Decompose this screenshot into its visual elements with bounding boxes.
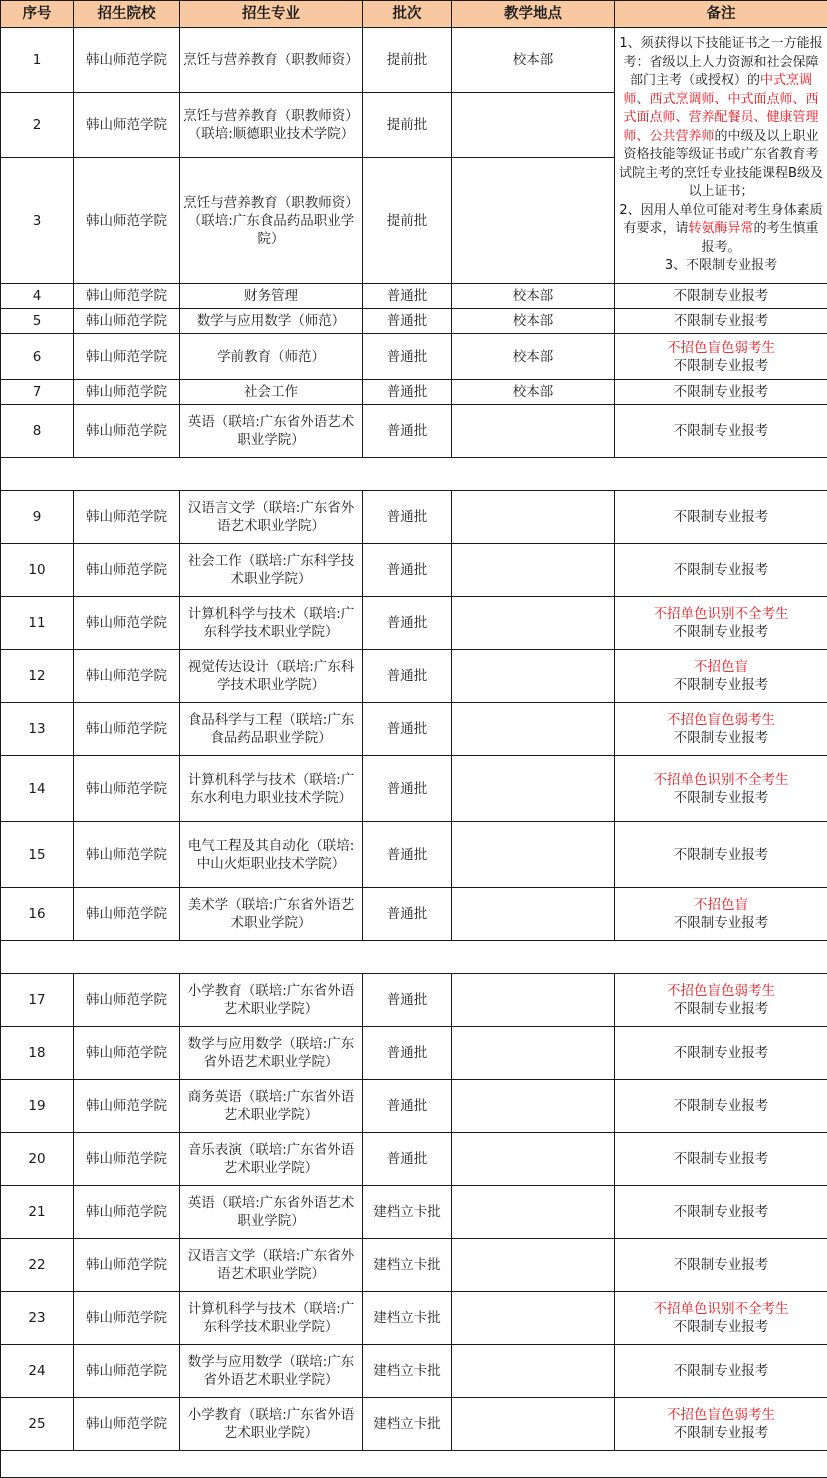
table-row — [1, 284, 827, 309]
remark-text: 不限制专业报考 — [673, 288, 769, 304]
remark-restriction: 不招色盲色弱考生 — [667, 712, 775, 728]
remark-text: 2、因用人单位可能对考生身体素质有要求，请 — [619, 202, 823, 237]
cell-school: 韩山师范学院 — [74, 284, 180, 309]
cell-major: 视觉传达设计（联培:广东科学技术职业学院） — [180, 650, 363, 703]
cell-batch: 普通批 — [363, 597, 452, 650]
cell-major: 食品科学与工程（联培:广东食品药品职业学院） — [180, 703, 363, 756]
cell-location — [452, 405, 615, 458]
cell-location — [452, 974, 615, 1027]
cell-no: 2 — [1, 93, 74, 158]
cell-remark — [615, 888, 827, 941]
cell-location — [452, 822, 615, 888]
cell-school: 韩山师范学院 — [74, 703, 180, 756]
cell-batch: 普通批 — [363, 405, 452, 458]
remark-text: 的考生慎重报考。 — [701, 221, 819, 255]
table-row — [1, 1133, 827, 1186]
cell-batch: 普通批 — [363, 888, 452, 941]
cell-no: 6 — [1, 334, 74, 380]
cell-school: 韩山师范学院 — [74, 756, 180, 822]
cell-major: 电气工程及其自动化（联培:中山火炬职业技术学院） — [180, 822, 363, 888]
cell-location — [452, 1027, 615, 1080]
cell-batch: 普通批 — [363, 334, 452, 380]
cell-batch: 普通批 — [363, 974, 452, 1027]
cell-school: 韩山师范学院 — [74, 1080, 180, 1133]
cell-batch: 建档立卡批 — [363, 1186, 452, 1239]
remark-text: 1、须获得以下技能证书之一方能报考：省级以上人力资源和社会保障部门主考（或授权）的 — [619, 36, 823, 89]
table-row — [1, 1239, 827, 1292]
cell-location — [452, 888, 615, 941]
remark-text: 不限制专业报考 — [673, 677, 769, 693]
remark-restriction: 不招单色识别不全考生 — [653, 771, 789, 788]
cell-school: 韩山师范学院 — [74, 597, 180, 650]
cell-major: 商务英语（联培:广东省外语艺术职业学院） — [180, 1080, 363, 1133]
cell-remark — [615, 822, 827, 888]
cell-no: 22 — [1, 1239, 74, 1292]
cell-remark — [615, 1398, 827, 1451]
remark-text: 不限制专业报考 — [673, 1425, 769, 1441]
cell-school: 韩山师范学院 — [74, 309, 180, 334]
cell-no: 14 — [1, 756, 74, 822]
cell-location — [452, 650, 615, 703]
remark-text: 不限制专业报考 — [673, 1319, 769, 1335]
cell-remark — [615, 544, 827, 597]
cell-remark — [615, 1080, 827, 1133]
cell-school: 韩山师范学院 — [74, 93, 180, 158]
table-row — [1, 28, 827, 93]
cell-batch: 普通批 — [363, 756, 452, 822]
table-row — [1, 334, 827, 380]
cell-location — [452, 1133, 615, 1186]
cell-no: 21 — [1, 1186, 74, 1239]
header-no: 序号 — [1, 1, 74, 28]
cell-major: 数学与应用数学（师范） — [180, 309, 363, 334]
table-row — [1, 888, 827, 941]
header-location: 教学地点 — [452, 1, 615, 28]
cell-no: 12 — [1, 650, 74, 703]
cell-batch: 普通批 — [363, 544, 452, 597]
cell-school: 韩山师范学院 — [74, 491, 180, 544]
cell-batch: 建档立卡批 — [363, 1239, 452, 1292]
cell-school: 韩山师范学院 — [74, 1133, 180, 1186]
cell-remark — [615, 1186, 827, 1239]
remark-text: 不限制专业报考 — [673, 1151, 769, 1167]
remark-text: 不限制专业报考 — [673, 384, 769, 400]
cell-remark — [615, 491, 827, 544]
remark-text: 不限制专业报考 — [673, 1045, 769, 1061]
cell-batch: 普通批 — [363, 650, 452, 703]
table-row — [1, 1345, 827, 1398]
cell-batch: 提前批 — [363, 93, 452, 158]
cell-major: 数学与应用数学（联培:广东省外语艺术职业学院） — [180, 1027, 363, 1080]
cell-location — [452, 544, 615, 597]
cell-major: 计算机科学与技术（联培:广东科学技术职业学院） — [180, 1292, 363, 1345]
cell-no: 4 — [1, 284, 74, 309]
cell-school: 韩山师范学院 — [74, 650, 180, 703]
cell-major: 烹饪与营养教育（职教师资）（联培:广东食品药品职业学院） — [180, 158, 363, 284]
remark-restriction: 不招色盲 — [694, 897, 748, 913]
spacer-row — [1, 1451, 827, 1478]
cell-remark — [615, 405, 827, 458]
remark-text: 不限制专业报考 — [673, 1001, 769, 1017]
remark-restriction: 不招色盲色弱考生 — [667, 339, 775, 356]
cell-no: 8 — [1, 405, 74, 458]
cell-no: 18 — [1, 1027, 74, 1080]
header-school: 招生院校 — [74, 1, 180, 28]
cell-no: 19 — [1, 1080, 74, 1133]
table-row — [1, 1186, 827, 1239]
cell-no: 24 — [1, 1345, 74, 1398]
cell-location — [452, 93, 615, 158]
cell-major: 小学教育（联培:广东省外语艺术职业学院） — [180, 974, 363, 1027]
cell-remark — [615, 1292, 827, 1345]
cell-school: 韩山师范学院 — [74, 888, 180, 941]
cell-remark — [615, 756, 827, 822]
cell-remark — [615, 380, 827, 405]
spacer-cell — [1, 941, 827, 974]
cell-location — [452, 597, 615, 650]
cell-major: 财务管理 — [180, 284, 363, 309]
header-batch: 批次 — [363, 1, 452, 28]
cell-location — [452, 1398, 615, 1451]
cell-school: 韩山师范学院 — [74, 1239, 180, 1292]
cell-school: 韩山师范学院 — [74, 334, 180, 380]
cell-location: 校本部 — [452, 284, 615, 309]
cell-school: 韩山师范学院 — [74, 1186, 180, 1239]
header-remark: 备注 — [615, 1, 827, 28]
remark-text: 不限制专业报考 — [673, 915, 769, 931]
remark-restriction: 不招色盲色弱考生 — [667, 1407, 775, 1423]
cell-school: 韩山师范学院 — [74, 1398, 180, 1451]
cell-no: 5 — [1, 309, 74, 334]
cell-no: 17 — [1, 974, 74, 1027]
spacer-row — [1, 458, 827, 491]
cell-no: 25 — [1, 1398, 74, 1451]
table-row — [1, 405, 827, 458]
cell-batch: 提前批 — [363, 158, 452, 284]
cell-school: 韩山师范学院 — [74, 544, 180, 597]
cell-school: 韩山师范学院 — [74, 380, 180, 405]
cell-no: 10 — [1, 544, 74, 597]
table-row — [1, 1027, 827, 1080]
cell-location — [452, 1239, 615, 1292]
remark-text: 3、不限制专业报考 — [664, 258, 778, 274]
cell-location — [452, 1186, 615, 1239]
remark-text: 的中级及以上职业资格技能等级证书或广东省教育考试院主考的烹饪专业技能课程B级及以上证书； — [619, 128, 823, 200]
cell-major: 小学教育（联培:广东省外语艺术职业学院） — [180, 1398, 363, 1451]
cell-remark — [615, 974, 827, 1027]
spacer-cell — [1, 1451, 827, 1478]
remark-text: 不限制专业报考 — [673, 509, 769, 525]
table-row — [1, 703, 827, 756]
cell-batch: 普通批 — [363, 380, 452, 405]
remark-text: 不限制专业报考 — [673, 562, 769, 578]
table-row — [1, 650, 827, 703]
cell-location — [452, 491, 615, 544]
cell-location: 校本部 — [452, 380, 615, 405]
cell-major: 音乐表演（联培:广东省外语艺术职业学院） — [180, 1133, 363, 1186]
remark-text: 不限制专业报考 — [673, 1257, 769, 1273]
cell-school: 韩山师范学院 — [74, 1027, 180, 1080]
cell-school: 韩山师范学院 — [74, 822, 180, 888]
cell-batch: 普通批 — [363, 822, 452, 888]
cell-remark — [615, 1027, 827, 1080]
cell-remark — [615, 284, 827, 309]
cell-major: 汉语言文学（联培:广东省外语艺术职业学院） — [180, 1239, 363, 1292]
cell-no: 3 — [1, 158, 74, 284]
cell-batch: 普通批 — [363, 703, 452, 756]
table-row — [1, 1292, 827, 1345]
cell-batch: 普通批 — [363, 491, 452, 544]
cell-no: 16 — [1, 888, 74, 941]
cell-remark — [615, 309, 827, 334]
cell-school: 韩山师范学院 — [74, 1345, 180, 1398]
cell-no: 15 — [1, 822, 74, 888]
remark-text: 不限制专业报考 — [673, 624, 769, 640]
cell-school: 韩山师范学院 — [74, 974, 180, 1027]
remark-text: 不限制专业报考 — [673, 313, 769, 329]
header-major: 招生专业 — [180, 1, 363, 28]
table-row — [1, 380, 827, 405]
cell-batch: 提前批 — [363, 28, 452, 93]
cell-remark — [615, 650, 827, 703]
cell-major: 学前教育（师范） — [180, 334, 363, 380]
remark-text: 不限制专业报考 — [673, 789, 769, 806]
cell-no: 1 — [1, 28, 74, 93]
cell-school: 韩山师范学院 — [74, 28, 180, 93]
cell-location — [452, 1345, 615, 1398]
cell-no: 7 — [1, 380, 74, 405]
table-row — [1, 309, 827, 334]
remark-highlight: 转氨酶异常 — [688, 221, 754, 237]
cell-major: 计算机科学与技术（联培:广东科学技术职业学院） — [180, 597, 363, 650]
remark-text: 不限制专业报考 — [673, 423, 769, 439]
cell-school: 韩山师范学院 — [74, 405, 180, 458]
cell-location: 校本部 — [452, 334, 615, 380]
cell-school: 韩山师范学院 — [74, 1292, 180, 1345]
cell-no: 11 — [1, 597, 74, 650]
cell-remark — [615, 597, 827, 650]
table-row — [1, 1080, 827, 1133]
cell-major: 美术学（联培:广东省外语艺术职业学院） — [180, 888, 363, 941]
table-row — [1, 491, 827, 544]
cell-school: 韩山师范学院 — [74, 158, 180, 284]
remark-text: 不限制专业报考 — [673, 730, 769, 746]
table-row — [1, 822, 827, 888]
spacer-cell — [1, 458, 827, 491]
cell-batch: 普通批 — [363, 1133, 452, 1186]
cell-no: 23 — [1, 1292, 74, 1345]
cell-location — [452, 703, 615, 756]
cell-location — [452, 158, 615, 284]
cell-batch: 普通批 — [363, 309, 452, 334]
cell-no: 13 — [1, 703, 74, 756]
cell-batch: 建档立卡批 — [363, 1398, 452, 1451]
cell-location: 校本部 — [452, 28, 615, 93]
cell-batch: 普通批 — [363, 1080, 452, 1133]
remark-text: 不限制专业报考 — [673, 1204, 769, 1220]
cell-remark — [615, 28, 827, 284]
cell-batch: 普通批 — [363, 284, 452, 309]
cell-remark — [615, 1133, 827, 1186]
cell-no: 20 — [1, 1133, 74, 1186]
cell-remark — [615, 1239, 827, 1292]
cell-batch: 建档立卡批 — [363, 1292, 452, 1345]
remark-restriction: 不招色盲色弱考生 — [667, 983, 775, 999]
cell-major: 社会工作（联培:广东科学技术职业学院） — [180, 544, 363, 597]
cell-major: 烹饪与营养教育（职教师资） — [180, 28, 363, 93]
cell-major: 社会工作 — [180, 380, 363, 405]
cell-no: 9 — [1, 491, 74, 544]
cell-remark — [615, 334, 827, 380]
remark-text: 不限制专业报考 — [673, 846, 769, 863]
cell-location — [452, 756, 615, 822]
table-row — [1, 974, 827, 1027]
cell-major: 烹饪与营养教育（职教师资）（联培:顺德职业技术学院） — [180, 93, 363, 158]
remark-restriction: 不招色盲 — [694, 659, 748, 675]
remark-text: 不限制专业报考 — [673, 1363, 769, 1379]
cell-major: 汉语言文学（联培:广东省外语艺术职业学院） — [180, 491, 363, 544]
table-row — [1, 597, 827, 650]
cell-major: 英语（联培:广东省外语艺术职业学院） — [180, 405, 363, 458]
cell-location: 校本部 — [452, 309, 615, 334]
table-row — [1, 1398, 827, 1451]
remark-restriction: 不招单色识别不全考生 — [653, 606, 789, 622]
cell-batch: 普通批 — [363, 1027, 452, 1080]
cell-location — [452, 1292, 615, 1345]
cell-batch: 建档立卡批 — [363, 1345, 452, 1398]
header-row — [1, 1, 827, 28]
cell-major: 计算机科学与技术（联培:广东水利电力职业技术学院） — [180, 756, 363, 822]
spacer-row — [1, 941, 827, 974]
table-row — [1, 756, 827, 822]
remark-restriction: 不招单色识别不全考生 — [653, 1301, 789, 1317]
cell-remark — [615, 1345, 827, 1398]
remark-text: 不限制专业报考 — [673, 357, 769, 374]
cell-remark — [615, 703, 827, 756]
cell-location — [452, 1080, 615, 1133]
table-row — [1, 544, 827, 597]
remark-text: 不限制专业报考 — [673, 1098, 769, 1114]
cell-major: 英语（联培:广东省外语艺术职业学院） — [180, 1186, 363, 1239]
remark-highlight: 中式烹调师、西式烹调师、中式面点师、西式面点师、营养配餐员、健康管理师、公共营养师 — [623, 73, 819, 144]
cell-major: 数学与应用数学（联培:广东省外语艺术职业学院） — [180, 1345, 363, 1398]
